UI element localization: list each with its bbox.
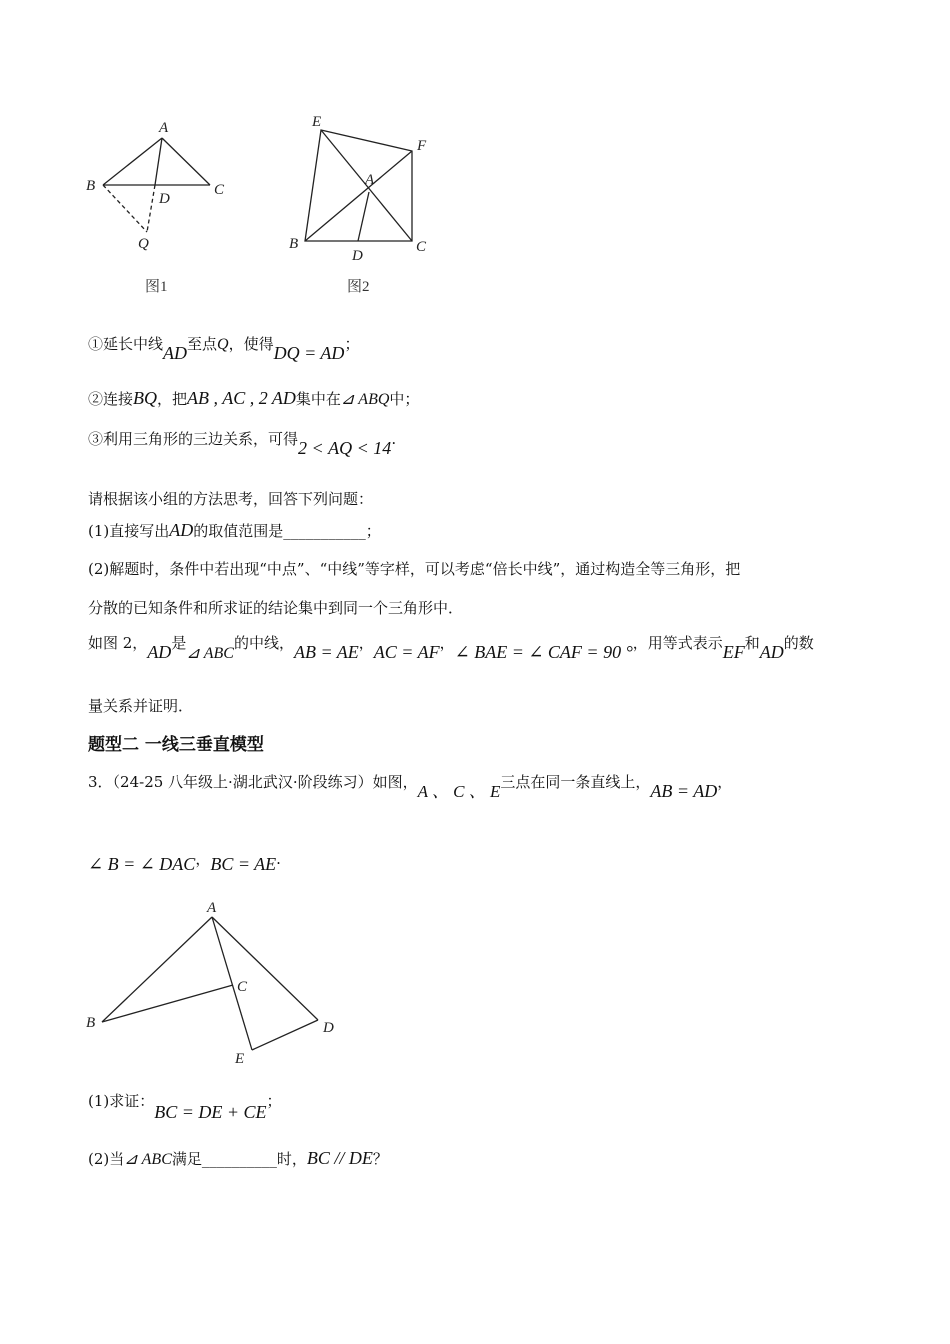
problem-3-line-2: ∠ B = ∠ DAC，BC = AE. [88, 850, 281, 874]
label-a: A [159, 120, 169, 136]
question-2-line-4: 量关系并证明． [88, 697, 194, 715]
prompt-text: 请根据该小组的方法思考，回答下列问题： [88, 490, 374, 508]
segment-fb [305, 151, 412, 241]
label-b: B [86, 178, 96, 194]
section-title: 题型二 一线三垂直模型 [88, 735, 264, 755]
segment-ed [252, 1020, 318, 1050]
label-c: C [416, 239, 427, 255]
problem-3-question-2: (2)当⊿ ABC满足__________时，BC // DE？ [88, 1148, 388, 1168]
segment-dq-dashed [147, 185, 155, 232]
segment-bq-dashed [103, 185, 147, 232]
quadrilateral-efcb [305, 130, 412, 241]
question-2-line-2: 分散的已知条件和所求证的结论集中到同一个三角形中． [88, 599, 464, 617]
question-2-line-3: 如图 2，AD是⊿ ABC的中线，AB = AE，AC = AF，∠ BAE = ∠ CAF = 90 °，用等式表示EF和AD的数 [88, 634, 814, 662]
problem-3-line-1: 3．（24-25 八年级上·湖北武汉·阶段练习）如图，A 、 C 、 E三点在同一条直线上，AB = AD， [88, 773, 733, 801]
label-e: E [235, 1051, 245, 1067]
question-2-line-1: (2)解题时，条件中若出现“中点”、“中线”等字样，可以考虑“倍长中线”，通过构造全等三角形，把 [88, 560, 741, 578]
figure-1 [80, 110, 270, 270]
segment-ac [162, 138, 210, 185]
label-a: A [207, 900, 217, 916]
label-d: D [323, 1020, 334, 1036]
figure-2-caption: 图2 [347, 279, 370, 295]
label-b: B [289, 236, 299, 252]
figure-3 [80, 895, 350, 1075]
figure-2 [285, 108, 445, 268]
label-b: B [86, 1015, 96, 1031]
step-1: ①延长中线AD至点Q，使得DQ = AD； [88, 335, 360, 363]
step-2: ②连接BQ，把AB , AC , 2 AD集中在⊿ ABQ中； [88, 388, 420, 408]
label-c: C [214, 182, 225, 198]
step-3: ③利用三角形的三边关系，可得2 < AQ < 14. [88, 430, 397, 458]
label-d: D [352, 248, 363, 264]
segment-ad [358, 192, 369, 241]
segment-ab [103, 138, 162, 185]
question-1: (1)直接写出AD的取值范围是___________； [88, 520, 381, 540]
problem-3-question-1: (1)求证：BC = DE + CE； [88, 1092, 282, 1122]
label-a: A [365, 172, 375, 188]
label-d: D [159, 191, 170, 207]
label-e: E [312, 114, 322, 130]
label-c: C [237, 979, 248, 995]
label-f: F [417, 138, 427, 154]
figure-1-caption: 图1 [145, 279, 168, 295]
label-q: Q [138, 236, 149, 252]
segment-ad [155, 138, 162, 185]
